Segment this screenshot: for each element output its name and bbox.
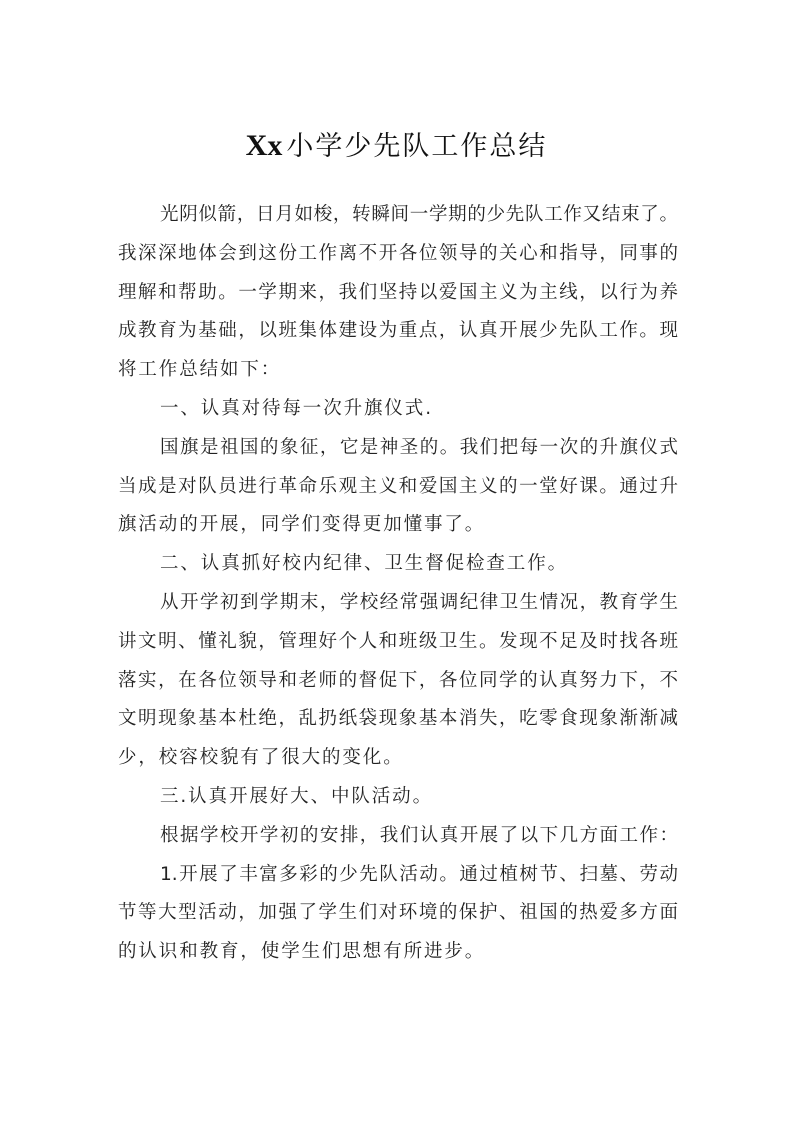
- paragraph-line: 从开学初到学期末，学校经常强调纪律卫生情况，教育学生: [160, 591, 678, 613]
- paragraph-line: 成教育为基础，以班集体建设为重点，认真开展少先队工作。现: [118, 320, 678, 342]
- paragraph-line: 落实，在各位领导和老师的督促下，各位同学的认真努力下，不: [118, 669, 678, 691]
- paragraph-line: 一、认真对待每一次升旗仪式.: [160, 397, 433, 419]
- paragraph-line: 文明现象基本杜绝，乱扔纸袋现象基本消失，吃零食现象渐渐减: [118, 708, 678, 730]
- document-title: [0, 126, 793, 167]
- paragraph-line: 节等大型活动，加强了学生们对环境的保护、祖国的热爱多方面: [118, 902, 678, 924]
- paragraph-line: 二、认真抓好校内纪律、卫生督促检查工作。: [160, 553, 569, 575]
- document-body: [118, 196, 678, 972]
- paragraph-line: 1.开展了丰富多彩的少先队活动。通过植树节、扫墓、劳动: [160, 863, 678, 885]
- paragraph-line: 旗活动的开展，同学们变得更加懂事了。: [118, 514, 486, 536]
- paragraph-line: 当成是对队员进行革命乐观主义和爱国主义的一堂好课。通过升: [118, 475, 678, 497]
- paragraph-line: 光阴似箭，日月如梭，转瞬间一学期的少先队工作又结束了。: [160, 204, 678, 225]
- paragraph-line: 少，校容校貌有了很大的变化。: [118, 747, 404, 769]
- paragraph-line: 将工作总结如下：: [118, 359, 282, 381]
- document-title-latin: Xx: [245, 129, 283, 162]
- paragraph-line: 国旗是祖国的象征，它是神圣的。我们把每一次的升旗仪式: [160, 436, 678, 458]
- document-title-text: 小学少先队工作总结: [286, 131, 548, 162]
- paragraph-line: 讲文明、懂礼貌，管理好个人和班级卫生。发现不足及时找各班: [118, 630, 678, 652]
- paragraph-line: 根据学校开学初的安排，我们认真开展了以下几方面工作：: [160, 824, 678, 846]
- paragraph-line: 我深深地体会到这份工作离不开各位领导的关心和指导，同事的: [118, 242, 678, 264]
- paragraph-line: 理解和帮助。一学期来，我们坚持以爱国主义为主线，以行为养: [118, 281, 678, 303]
- paragraph-line: 的认识和教育，使学生们思想有所进步。: [118, 941, 486, 963]
- paragraph-line: 三.认真开展好大、中队活动。: [160, 785, 433, 807]
